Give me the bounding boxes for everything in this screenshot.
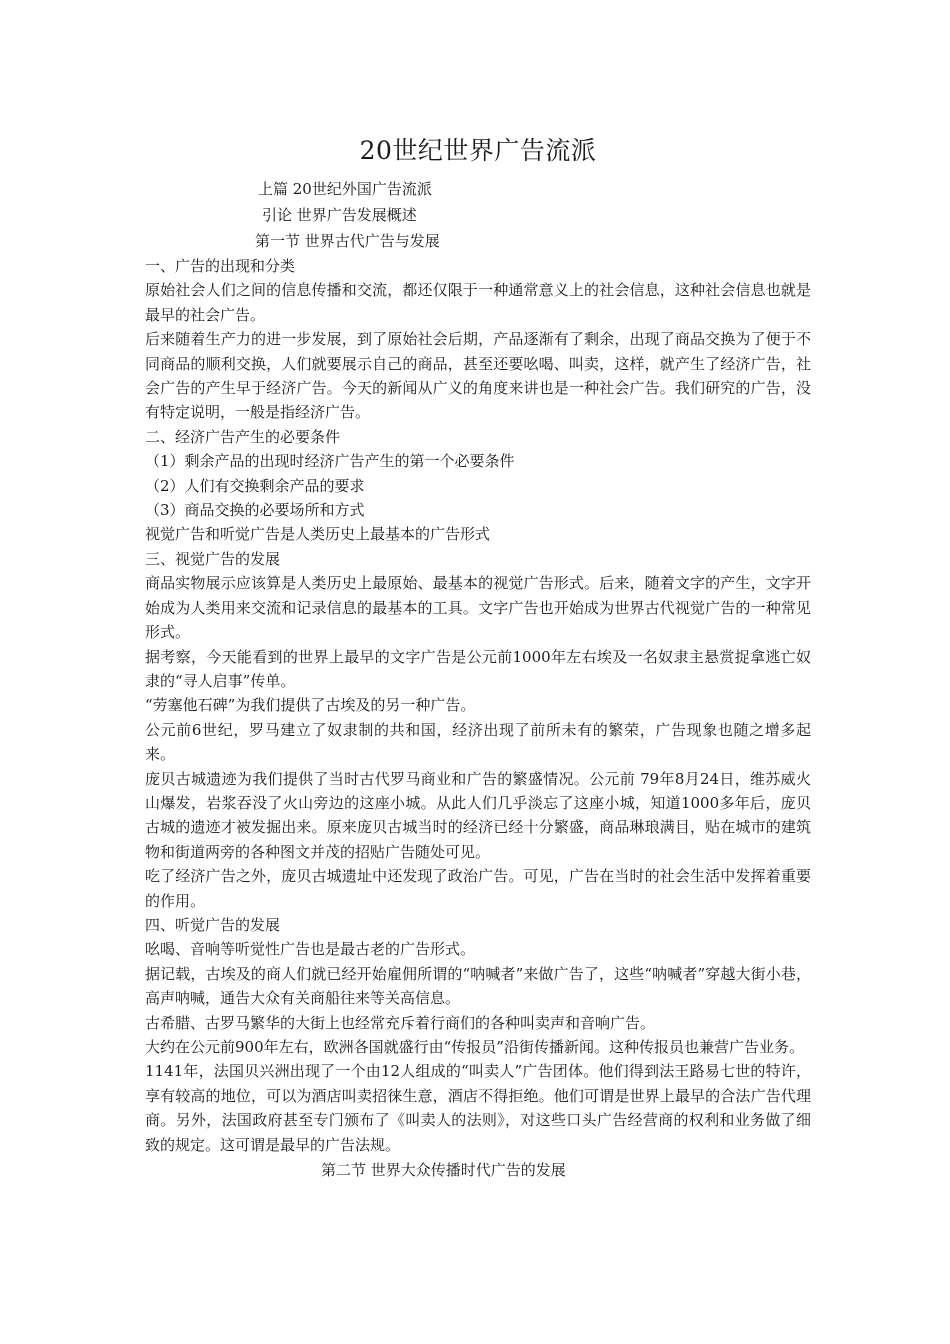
paragraph-earliest-text-ad: 据考察，今天能看到的世界上最早的文字广告是公元前1000年左右埃及一名奴隶主悬赏捉拿逃亡奴隶的“寻人启事”传单。 <box>145 647 811 690</box>
paragraph-shouting: 吆喝、音响等听觉性广告也是最古老的广告形式。 <box>145 940 476 959</box>
condition-item-1: （1）剩余产品的出现时经济广告产生的第一个必要条件 <box>145 452 515 471</box>
document-page <box>145 134 811 1183</box>
paragraph-rome: 公元前6世纪，罗马建立了奴隶制的共和国，经济出现了前所未有的繁荣，广告现象也随之增多起来。 <box>145 720 811 764</box>
part-heading: 上篇 20世纪外国广告流派 <box>258 180 432 198</box>
paragraph-stele: “劳塞他石碑”为我们提供了古埃及的另一种广告。 <box>145 696 476 715</box>
heading-audio-ads: 四、听觉广告的发展 <box>145 915 281 934</box>
paragraph-physical-display: 商品实物展示应该算是人类历史上最原始、最基本的视觉广告形式。后来，随着文字的产生，文字开始成为人类用来交流和记录信息的最基本的工具。文字广告也开始成为世界古代视觉广告的一种常见形式。 <box>145 574 811 642</box>
paragraph-productivity: 后来随着生产力的进一步发展，到了原始社会后期，产品逐渐有了剩余，出现了商品交换为了便于不同商品的顺利交换，人们就要展示自己的商品，甚至还要吆喝、叫卖，这样，就产生了经济广告，社会广告的产生早于经济广告。今天的新闻从广义的角度来讲也是一种社会广告。我们研究的广告，没有特定说明，一般是指经济广告。 <box>145 330 811 422</box>
paragraph-basic-forms: 视觉广告和听觉广告是人类历史上最基本的广告形式 <box>145 525 491 544</box>
paragraph-criers-egypt: 据记载，古埃及的商人们就已经开始雇佣所谓的“呐喊者”来做广告了，这些“呐喊者”穿越大街小巷，高声呐喊，通告大众有关商船往来等关高信息。 <box>145 964 811 1008</box>
paragraph-town-criers: 大约在公元前900年左右，欧洲各国就盛行由“传报员”沿街传播新闻。这种传报员也兼营广告业务。 <box>145 1038 804 1056</box>
section-2-heading: 第二节 世界大众传播时代广告的发展 <box>321 1161 566 1180</box>
paragraph-pompeii: 庞贝古城遗迹为我们提供了当时古代罗马商业和广告的繁盛情况。公元前 79年8月24日，维苏威火山爆发，岩浆吞没了火山旁边的这座小城。从此人们几乎淡忘了这座小城，知道1000多年后，庞贝古城的遗迹才被发掘出来。原来庞贝古城当时的经济已经十分繁盛，商品琳琅满目，贴在城市的建筑物和街道两旁的各种图文并茂的招贴广告随处可见。 <box>145 769 811 861</box>
paragraph-greece-rome: 古希腊、古罗马繁华的大街上也经常充斥着行商们的各种叫卖声和音响广告。 <box>145 1013 656 1032</box>
heading-origin-classification: 一、广告的出现和分类 <box>145 257 296 275</box>
heading-visual-ads: 三、视觉广告的发展 <box>145 549 281 568</box>
intro-heading: 引论 世界广告发展概述 <box>262 206 417 224</box>
condition-item-3: （3）商品交换的必要场所和方式 <box>145 501 365 520</box>
heading-necessary-conditions: 二、经济广告产生的必要条件 <box>145 427 341 446</box>
paragraph-primitive-society: 原始社会人们之间的信息传播和交流，都还仅限于一种通常意义上的社会信息，这种社会信息也就是最早的社会广告。 <box>145 281 811 324</box>
condition-item-2: （2）人们有交换剩余产品的要求 <box>145 476 365 495</box>
document-title: 20世纪世界广告流派 <box>359 136 597 165</box>
paragraph-political-ads: 吃了经济广告之外，庞贝古城遗址中还发现了政治广告。可见，广告在当时的社会生活中发挥着重要的作用。 <box>145 867 811 910</box>
section-heading: 第一节 世界古代广告与发展 <box>255 232 440 250</box>
paragraph-france-1141: 1141年，法国贝兴洲出现了一个由12人组成的“叫卖人”广告团体。他们得到法王路易七世的特许，享有较高的地位，可以为酒店叫卖招徕生意，酒店不得拒绝。他们可谓是世界上最早的合法广告代理商。另外，法国政府甚至专门颁布了《叫卖人的法则》，对这些口头广告经营商的权利和业务做了细致的规定。这可谓是最早的广告法规。 <box>145 1062 811 1154</box>
